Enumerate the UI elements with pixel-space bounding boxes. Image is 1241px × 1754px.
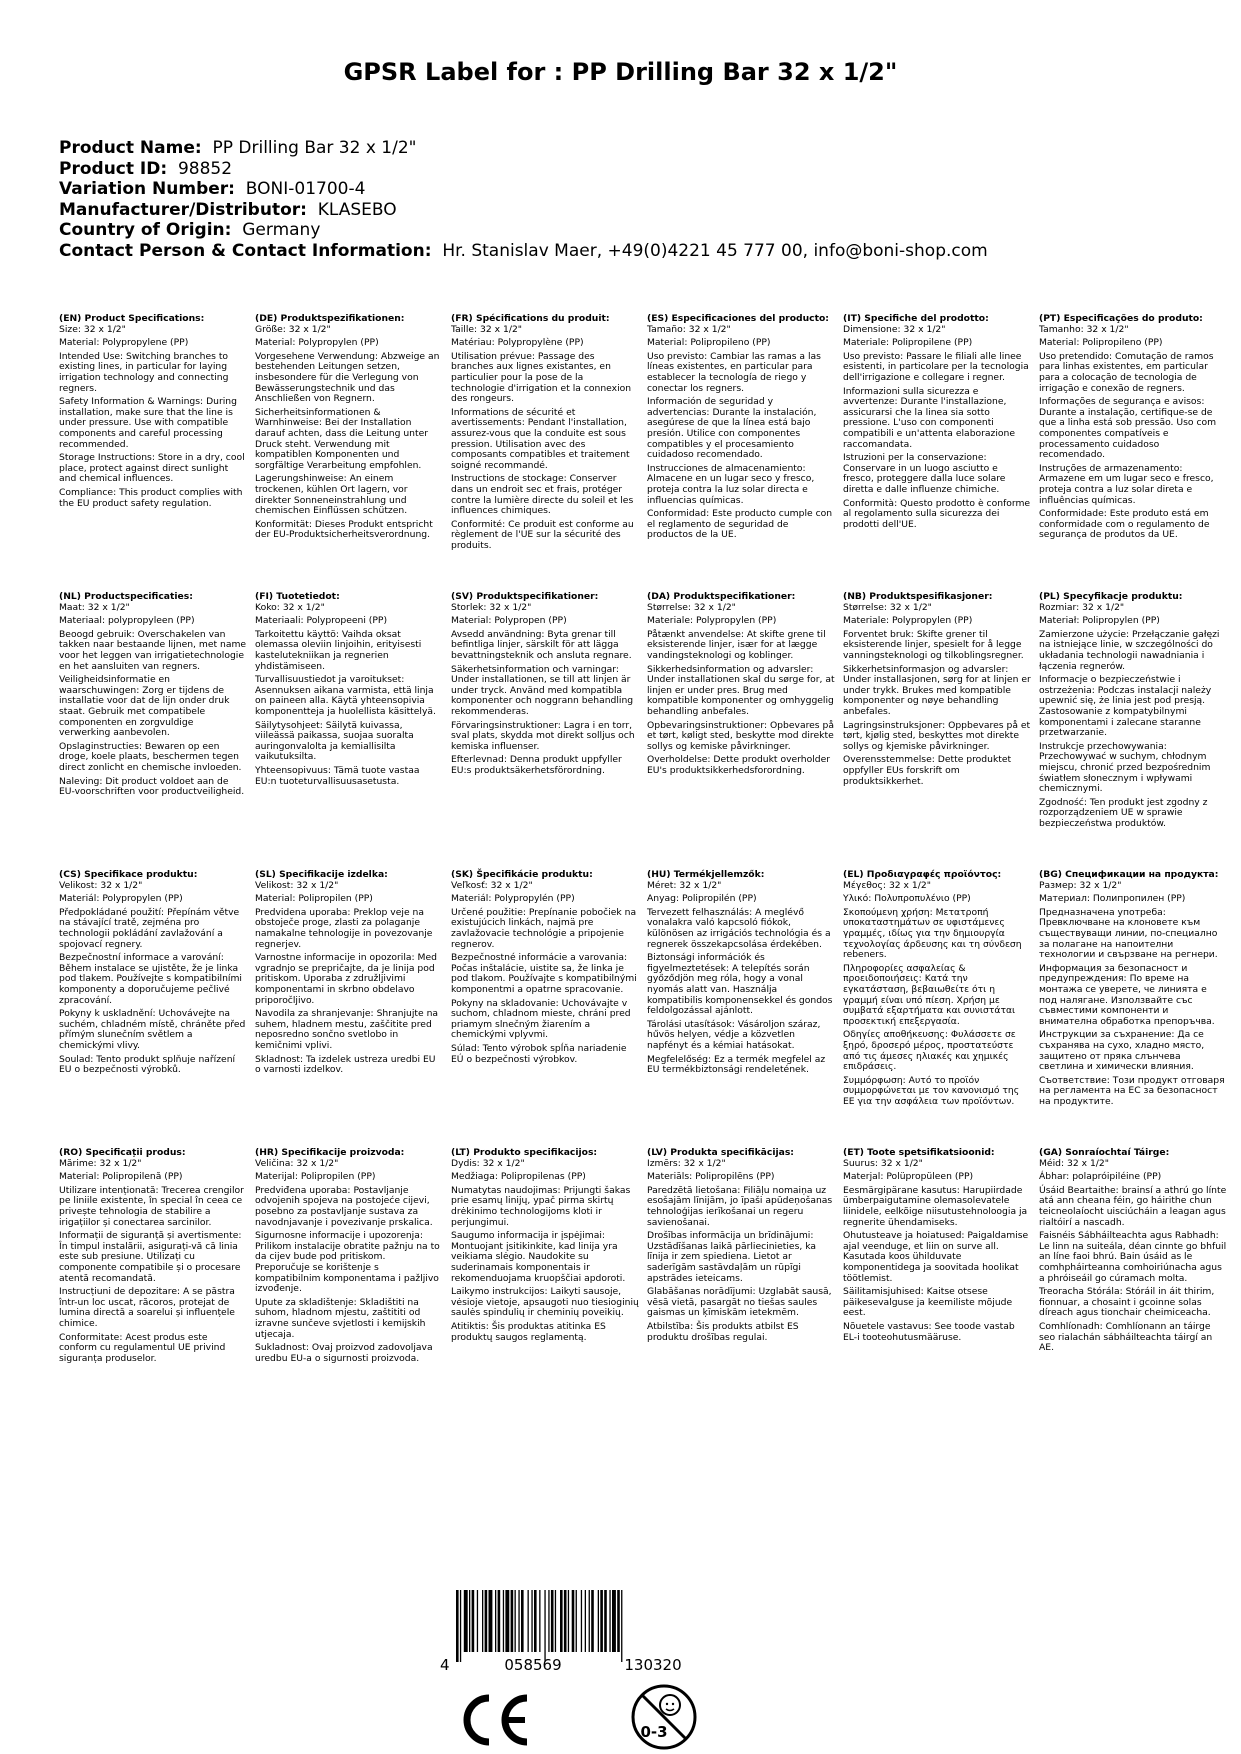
spec-line: Påtænkt anvendelse: At skifte grene til eksisterende linjer, især for at lægge vandingsteknologi og koblinger. (647, 628, 826, 661)
spec-size: Maat: 32 x 1/2" (59, 601, 130, 613)
spec-line: Conformità: Questo prodotto è conforme al regolamento sulla sicurezza dei prodotti dell'UE. (843, 497, 1031, 530)
barcode-bar (568, 1590, 569, 1652)
spec-line: Информация за безопасност и предупреждения: По време на монтажа се уверете, че линията е под налягане. Използвайте със съвместими компоненти и внимателна обработка препоръчва. (1039, 962, 1215, 1027)
spec-line: Material: Polypropylene (PP) (59, 337, 189, 349)
info-label: Country of Origin: (59, 220, 232, 240)
barcode-bar (585, 1590, 586, 1652)
spec-heading: (FR) Spécifications du produit: (451, 313, 610, 324)
spec-line: Conformité: Ce produit est conforme au règlement de l'UE sur la sécurité des produits. (451, 518, 634, 551)
spec-heading: (IT) Specifiche del prodotto: (843, 313, 989, 324)
spec-block (843, 870, 1031, 1107)
barcode-bar (498, 1590, 501, 1652)
spec-line: Matériau: Polypropylène (PP) (451, 337, 584, 349)
spec-size: Veľkosť: 32 x 1/2" (451, 879, 533, 891)
barcode-bar (581, 1590, 582, 1652)
spec-block (451, 1148, 639, 1343)
spec-line: Materiaali: Polypropeeni (PP) (255, 615, 388, 627)
page-title: GPSR Label for : PP Drilling Bar 32 x 1/2" (343, 58, 898, 86)
spec-line: Avsedd användning: Byta grenar till befintliga linjer, särskilt för att lägga bevattningsteknik och ansluta regnare. (451, 628, 632, 661)
info-row (59, 241, 1199, 262)
spec-heading: (EN) Product Specifications: (59, 313, 205, 324)
spec-block (843, 1148, 1031, 1343)
spec-line: Uso pretendido: Comutação de ramos para linhas existentes, em particular para a colocação de tecnologia de irrigação e conexão de regners. (1039, 350, 1214, 394)
spec-line: Safety Information & Warnings: During installation, make sure that the line is under pressure. Use with compatible components and careful processing recommended. (59, 396, 237, 450)
spec-line: Laikymo instrukcijos: Laikyti sausoje, vėsioje vietoje, apsaugoti nuo tiesioginių saulės spindulių ir cheminių poveikių. (451, 1286, 639, 1319)
spec-line: Paredzētā lietošana: Filiāļu nomaiņa uz esošajām līnijām, jo īpaši apūdeņošanas tehnoloģijas ierīkošanai un regeru savienošanai. (647, 1184, 833, 1228)
barcode-bar (548, 1590, 549, 1652)
spec-line: Navodila za shranjevanje: Shranjujte na suhem, hladnem mestu, zaščitite pred neposredno sončno svetlobo in kemičnimi vplivi. (255, 1008, 439, 1051)
spec-line: Sikkerhetsinformasjon og advarsler: Under installasjonen, sørg for at linjen er under trykk. Brukes med kompatible komponenter og nøye behandling anbefales. (843, 663, 1031, 717)
spec-line: Förvaringsinstruktioner: Lagra i en torr, sval plats, skydda mot direkt solljus och kemiska influenser. (451, 719, 635, 752)
spec-line: Drošības informācija un brīdinājumi: Uzstādīšanas laikā pārliecinieties, ka līnija ir zem spiediena. Lietot ar saderīgām sastāvdaļām un rūpīgi apstrādes ieteicams. (647, 1230, 816, 1284)
barcode-bars (456, 1590, 622, 1662)
spec-line: Σκοπούμενη χρήση: Μετατροπή υποκαταστημάτων σε υφιστάμενες γραμμές, ιδίως για την δημιουργία τεχνολογίας άρδευσης και τη σύνδεση rebeners. (843, 906, 1022, 961)
spec-line: Forventet bruk: Skifte grener til eksisterende linjer, spesielt for å legge vanningsteknologi og tilkoblingsregner. (843, 628, 1024, 661)
spec-size: Koko: 32 x 1/2" (255, 601, 325, 613)
barcode-bar (511, 1590, 514, 1652)
spec-line: Informacje o bezpieczeństwie i ostrzeżenia: Podczas instalacji należy upewnić się, że linia jest pod presją. Zastosowanie z kompatybilnymi komponentami i zalecane staranne przetwarzanie. (1039, 674, 1212, 739)
spec-block (451, 592, 639, 777)
barcode-bar (544, 1590, 545, 1662)
barcode-bar (505, 1590, 509, 1652)
spec-line: Predvidena uporaba: Preklop veje na obstoječe proge, zlasti za polaganje namakalne tehnologije in povezovanje regnerjev. (255, 906, 433, 950)
spec-line: Biztonsági információk és figyelmeztetések: A telepítés során győződjön meg róla, hogy a vonal nyomás alatt van. Használja kompatibilis komponensekkel és gondos feldolgozással ajánlott. (647, 952, 833, 1017)
ce-mark-icon (455, 1690, 535, 1750)
spec-heading: (FI) Tuotetiedot: (255, 591, 340, 602)
spec-line: Material: Polipropileno (PP) (647, 337, 771, 349)
spec-line: Materiāls: Polipropilēns (PP) (647, 1171, 775, 1183)
spec-line: Overensstemmelse: Dette produktet oppfyller EUs forskrift om produktsikkerhet. (843, 754, 1012, 787)
info-label: Product ID: (59, 158, 168, 179)
spec-line: Predviđena uporaba: Postavljanje odvojenih spojeva na postojeće cijevi, posebno za postavljanje sustava za navodnjavanje i povezivanje prskalica. (255, 1184, 433, 1228)
spec-block (1039, 314, 1227, 541)
spec-heading: (BG) Спецификации на продукта: (1039, 869, 1219, 880)
product-info (59, 138, 1199, 261)
spec-heading: (LT) Produkto specifikacijos: (451, 1147, 598, 1158)
spec-block (451, 870, 639, 1065)
spec-line: Comhlíonadh: Comhlíonann an táirge seo rialachán sábháilteachta táirgí an AE. (1039, 1320, 1213, 1354)
spec-line: Glabāšanas norādījumi: Uzglabāt sausā, vēsā vietā, pasargāt no tiešas saules gaismas un ķīmiskām ietekmēm. (647, 1286, 832, 1319)
spec-line: Instrucțiuni de depozitare: A se păstra într-un loc uscat, răcoros, protejat de lumina directă a soarelui și influențele chimice. (59, 1286, 235, 1329)
spec-line: Bezpečnostné informácie a varovania: Počas inštalácie, uistite sa, že linka je pod tlakom. Používajte s kompatibilnými komponentmi a opatrne spracovanie. (451, 952, 637, 995)
spec-block (647, 314, 835, 541)
spec-block (1039, 870, 1227, 1107)
info-label: Product Name: (59, 138, 202, 158)
spec-line: Opslaginstructies: Bewaren op een droge, koele plaats, beschermen tegen direct zonlicht en chemische invloeden. (59, 740, 242, 773)
spec-block (451, 314, 639, 551)
spec-line: Treoracha Stórála: Stóráil in áit thirim, fionnuar, a chosaint i gcoinne solas díreach agus tionchair cheimiceacha. (1039, 1286, 1215, 1319)
barcode-bar (589, 1590, 590, 1652)
barcode-bar (609, 1590, 610, 1652)
spec-line: Informazioni sulla sicurezza e avvertenze: Durante l'installazione, assicurarsi che la linea sia sotto pressione. L'uso con componenti compatibili e un'attenta elaborazione raccomandata. (843, 385, 1016, 450)
spec-line: Vorgesehene Verwendung: Abzweige an bestehenden Leitungen setzen, insbesondere für die Verlegung von Bewässerungstechnik und das Anschließen von Regnern. (255, 350, 440, 405)
spec-block (255, 592, 443, 787)
barcode-bar (560, 1590, 563, 1652)
spec-line: Veiligheidsinformatie en waarschuwingen: Zorg er tijdens de installatie voor dat de lijn onder druk staat. Gebruik met compatibele componenten en zorgvuldige verwerking aanbevolen. (59, 674, 230, 739)
spec-heading: (HU) Termékjellemzők: (647, 869, 765, 880)
spec-line: Zamierzone użycie: Przełączanie gałęzi na istniejące linie, w szczególności do układania technologii nawadniania i łączenia regnerów. (1039, 628, 1220, 672)
spec-heading: (LV) Produkta specifikācijas: (647, 1147, 794, 1158)
spec-line: Uso previsto: Cambiar las ramas a las líneas existentes, en particular para establecer la tecnología de riego y conectar los regners. (647, 350, 821, 394)
spec-size: Dydis: 32 x 1/2" (451, 1157, 525, 1169)
barcode-bar (555, 1590, 556, 1652)
spec-line: Lagringsinstruksjoner: Oppbevares på et tørt, kjølig sted, beskyttes mot direkte sollys og kjemiske påvirkninger. (843, 719, 1031, 752)
spec-line: Material: Polypropen (PP) (451, 615, 567, 627)
spec-line: Faisnéis Sábháilteachta agus Rabhadh: Le linn na suiteála, déan cinnte go bhfuil an líne faoi bhrú. Bain úsáid as le comhpháirteanna comhoiriúnacha agus a phróiseáil go cúramach molta. (1039, 1230, 1227, 1284)
info-row (59, 200, 1199, 221)
spec-size: Size: 32 x 1/2" (59, 323, 126, 335)
spec-line: Materiál: Polypropylen (PP) (59, 893, 183, 905)
spec-line: Nõuetele vastavus: See toode vastab EL-i tooteohutusmääruse. (843, 1320, 1015, 1343)
spec-heading: (DE) Produktspezifikationen: (255, 313, 405, 324)
spec-size: Tamaño: 32 x 1/2" (647, 323, 731, 335)
spec-block (647, 592, 835, 777)
spec-block (843, 314, 1031, 530)
spec-line: Anyag: Polipropilén (PP) (647, 893, 757, 905)
barcode-bar (521, 1590, 524, 1652)
spec-heading: (PL) Specyfikacje produktu: (1039, 591, 1183, 602)
spec-heading: (CS) Specifikace produktu: (59, 869, 198, 880)
spec-size: Méid: 32 x 1/2" (1039, 1157, 1109, 1169)
spec-size: Mărime: 32 x 1/2" (59, 1157, 142, 1169)
spec-block (59, 314, 247, 509)
spec-line: Eesmärgipärane kasutus: Harupiirdade ümberpaigutamine olemasolevatele liinidele, eelkõige niisutustehnoloogia ja regnerite ühendamiseks. (843, 1184, 1028, 1228)
spec-heading: (GA) Sonraíochtaí Táirge: (1039, 1147, 1170, 1158)
info-value: Hr. Stanislav Maer, +49(0)4221 45 777 00, info@boni-shop.com (442, 240, 988, 261)
spec-heading: (RO) Specificații produs: (59, 1147, 186, 1158)
barcode-bar (534, 1590, 537, 1652)
spec-line: Informații de siguranță și avertismente: În timpul instalării, asigurați-vă că linia este sub presiune. Utilizați cu componente compatibile și o procesare atentă recomandată. (59, 1230, 242, 1284)
spec-line: Zgodność: Ten produkt jest zgodny z rozporządzeniem UE w sprawie bezpieczeństwa produktów. (1039, 796, 1208, 829)
spec-block (647, 870, 835, 1076)
barcode-bar (528, 1590, 529, 1652)
barcode-bar (477, 1590, 478, 1652)
info-value: PP Drilling Bar 32 x 1/2" (212, 138, 417, 158)
spec-line: Atbilstība: Šis produkts atbilst ES produktu drošības regulai. (647, 1320, 799, 1343)
barcode-bar (489, 1590, 493, 1652)
spec-line: Material: Polypropylen (PP) (255, 337, 379, 349)
spec-size: Dimensione: 32 x 1/2" (843, 323, 946, 335)
spec-line: Предназначена употреба: Превключване на клоновете към съществуващи линии, по-специално за полагане на напоителни технологии и свързване на регнери. (1039, 906, 1218, 961)
spec-line: Soulad: Tento produkt splňuje nařízení EU o bezpečnosti výrobků. (59, 1053, 236, 1076)
spec-line: Úsáid Beartaithe: brainsí a athrú go línte atá ann cheana féin, go háirithe chun teicneolaíocht uisciúcháin a leagan agus rialtóirí a nascadh. (1039, 1184, 1227, 1228)
spec-block (255, 314, 443, 541)
info-value: Germany (242, 220, 321, 240)
info-row (59, 220, 1199, 241)
spec-block (59, 592, 247, 798)
spec-heading: (ES) Especificaciones del producto: (647, 313, 829, 324)
spec-heading: (NB) Produktspesifikasjoner: (843, 591, 993, 602)
spec-heading: (PT) Especificações do produto: (1039, 313, 1203, 324)
barcode-bar (621, 1590, 622, 1662)
spec-line: Medžiaga: Polipropilenas (PP) (451, 1171, 586, 1183)
barcode-bar (485, 1590, 488, 1652)
spec-line: Materiál: Polypropylén (PP) (451, 893, 575, 905)
spec-line: Säilitamisjuhised: Kaitse otsese päikesevalguse ja keemiliste mõjude eest. (843, 1286, 1013, 1319)
barcode-bar (495, 1590, 496, 1652)
spec-line: Saugumo informacija ir įspėjimai: Montuojant įsitikinkite, kad linija yra veikiama slėgio. Naudokite su suderinamais komponentais ir rekomenduojama kruopščiai apdoroti. (451, 1230, 626, 1284)
barcode-bar (564, 1590, 567, 1652)
info-row (59, 159, 1199, 180)
spec-size: Größe: 32 x 1/2" (255, 323, 331, 335)
spec-line: Skladnost: Ta izdelek ustreza uredbi EU o varnosti izdelkov. (255, 1053, 436, 1076)
barcode-bar (460, 1590, 461, 1662)
spec-line: Určené použitie: Prepínanie pobočiek na existujúcich linkách, najmä pre zavlažovacie technológie a pripojenie regnerov. (451, 906, 637, 950)
spec-line: Conformidad: Este producto cumple con el reglamento de seguridad de productos de la UE. (647, 508, 833, 541)
barcode-bar (518, 1590, 519, 1652)
barcode-bar (598, 1590, 599, 1652)
spec-line: Materiale: Polypropylen (PP) (647, 615, 777, 627)
info-label: Variation Number: (59, 179, 235, 199)
spec-block (1039, 592, 1227, 829)
barcode-bar (539, 1590, 540, 1652)
spec-size: Размер: 32 x 1/2" (1039, 879, 1122, 891)
spec-line: Konformität: Dieses Produkt entspricht der EU-Produktsicherheitsverordnung. (255, 518, 433, 541)
barcode-bar (576, 1590, 577, 1652)
age-label: 0-3 (640, 1723, 668, 1741)
barcode-bar (612, 1590, 616, 1652)
spec-size: Izmērs: 32 x 1/2" (647, 1157, 726, 1169)
spec-size: Tamanho: 32 x 1/2" (1039, 323, 1129, 335)
spec-line: Tervezett felhasználás: A meglévő vonalakra való kapcsoló fiókok, különösen az irrigációs technológia és a regnerek összekapcsolása érdekében. (647, 906, 831, 950)
spec-line: Turvallisuustiedot ja varoitukset: Asennuksen aikana varmista, että linja on paineen alla. Käytä yhteensopivia komponentteja ja huolellista käsittelyä. (255, 674, 436, 717)
spec-line: Инструкции за съхранение: Да се съхранява на сухо, хладно място, защитено от пряка слънчева светлина и химически влияния. (1039, 1029, 1205, 1073)
spec-line: Pokyny na skladovanie: Uchovávajte v suchom, chladnom mieste, chráni pred priamym slnečným žiarením a chemickými vplyvmi. (451, 997, 631, 1041)
spec-heading: (ET) Toote spetsifikatsioonid: (843, 1147, 995, 1158)
spec-line: Efterlevnad: Denna produkt uppfyller EU:s produktsäkerhetsförordning. (451, 754, 622, 776)
spec-line: Materiale: Polypropylen (PP) (843, 615, 973, 627)
barcode-group-left: 058569 (504, 1656, 562, 1674)
spec-line: Instructions de stockage: Conserver dans un endroit sec et frais, protéger contre la lumière directe du soleil et les influences chimiques. (451, 473, 634, 517)
spec-line: Πληροφορίες ασφαλείας & προειδοποιήσεις: Κατά την εγκατάσταση, βεβαιωθείτε ότι η γραμμή είναι υπό πίεση. Χρήση με συμβατά εξαρτήματα και συνιστάται προσεκτική επεξεργασία. (843, 962, 1016, 1027)
spec-line: Varnostne informacije in opozorila: Med vgradnjo se prepričajte, da je linija pod pritiskom. Uporaba z združljivimi komponentami in skrbno obdelavo priporočljivo. (255, 952, 437, 1006)
barcode-bar (482, 1590, 483, 1652)
spec-line: Conformitate: Acest produs este conform cu regulamentul UE privind siguranța produselor. (59, 1331, 226, 1364)
barcode-digit-left: 4 (440, 1656, 450, 1674)
spec-size: Suurus: 32 x 1/2" (843, 1157, 923, 1169)
spec-heading: (SL) Specifikacije izdelka: (255, 869, 388, 880)
spec-line: Opbevaringsinstruktioner: Opbevares på et tørt, køligt sted, beskytte mod direkte sollys og kemiske påvirkninger. (647, 719, 834, 752)
spec-block (1039, 1148, 1227, 1354)
spec-line: Upute za skladištenje: Skladištiti na suhom, hladnom mjestu, zaštititi od izravne sunčeve svjetlosti i kemijskih utjecaja. (255, 1296, 426, 1340)
spec-size: Størrelse: 32 x 1/2" (647, 601, 736, 613)
spec-heading: (EL) Προδιαγραφές προϊόντος: (843, 869, 1002, 880)
not-for-children-0-3-icon (630, 1683, 698, 1751)
spec-line: Material: Polipropileno (PP) (1039, 337, 1163, 349)
barcode-bar (472, 1590, 475, 1652)
spec-line: Storage Instructions: Store in a dry, cool place, protect against direct sunlight and chemical influences. (59, 452, 245, 485)
spec-heading: (HR) Specifikacije proizvoda: (255, 1147, 405, 1158)
barcode-bar (617, 1590, 620, 1652)
barcode-bar (531, 1590, 532, 1652)
spec-size: Veličina: 32 x 1/2" (255, 1157, 339, 1169)
spec-heading: (NL) Productspecificaties: (59, 591, 193, 602)
spec-line: Súlad: Tento výrobok spĺňa nariadenie EÚ o bezpečnosti výrobkov. (451, 1042, 627, 1065)
spec-line: Istruzioni per la conservazione: Conservare in un luogo asciutto e fresco, proteggere dalla luce solare diretta e dalle influenze chimiche. (843, 452, 1006, 495)
info-value: BONI-01700-4 (245, 179, 366, 199)
info-row (59, 138, 1199, 159)
barcode-bar (604, 1590, 607, 1652)
spec-size: Méret: 32 x 1/2" (647, 879, 722, 891)
barcode-bar (469, 1590, 470, 1652)
spec-block (647, 1148, 835, 1343)
spec-line: Συμμόρφωση: Αυτό το προϊόν συμμορφώνεται με τον κανονισμό της ΕΕ για την ασφάλεια των προϊόντων. (843, 1074, 1020, 1107)
spec-line: Materiale: Polipropilene (PP) (843, 337, 973, 349)
spec-line: Materiaal: polypropyleen (PP) (59, 615, 195, 627)
barcode-bar (600, 1590, 603, 1652)
barcode-bar (456, 1590, 459, 1662)
spec-line: Material: Polipropilen (PP) (255, 893, 373, 905)
barcode-bar (572, 1590, 575, 1652)
spec-block (59, 870, 247, 1076)
spec-size: Taille: 32 x 1/2" (451, 323, 523, 335)
spec-line: Tarkoitettu käyttö: Vaihda oksat olemassa oleviin linjoihin, erityisesti kastelutekniikan ja regnerien yhdistämiseen. (255, 628, 422, 672)
spec-line: Informations de sécurité et avertissements: Pendant l'installation, assurez-vous que la conduite est sous pression. Utilisation avec des composants compatibles et traitement soigné recommandé. (451, 406, 630, 471)
spec-line: Předpokládané použití: Přepínám větve na stávající tratě, zejména pro technologii pokládání zavlažování a spojovací regnery. (59, 906, 240, 950)
spec-line: Sukladnost: Ovaj proizvod zadovoljava uredbu EU-a o sigurnosti proizvoda. (255, 1342, 433, 1364)
spec-line: Materjal: Polüpropüleen (PP) (843, 1171, 974, 1183)
info-value: KLASEBO (317, 199, 397, 220)
spec-line: Utilisation prévue: Passage des branches aux lignes existantes, en particulier pour la pose de la technologie d'irrigation et la connexion des rongeurs. (451, 350, 632, 405)
spec-line: Съответствие: Този продукт отговаря на регламента на ЕС за безопасност на продуктите. (1039, 1074, 1225, 1107)
spec-line: Säilytysohjeet: Säilytä kuivassa, viileässä paikassa, suojaa suoralta auringonvalolta ja kemiallisilta vaikutuksilta. (255, 719, 414, 763)
spec-size: Storlek: 32 x 1/2" (451, 601, 532, 613)
barcode-bar (503, 1590, 504, 1652)
spec-line: Naleving: Dit product voldoet aan de EU-voorschriften voor productveiligheid. (59, 775, 245, 798)
spec-block (843, 592, 1031, 787)
spec-line: Conformidade: Este produto está em conformidade com o regulamento de segurança de produtos da UE. (1039, 508, 1210, 541)
spec-line: Informações de segurança e avisos: Durante a instalação, certifique-se de que a linha está sob pressão. Uso com componentes compatíveis e processamento cuidadoso recomendado. (1039, 396, 1217, 461)
info-row (59, 179, 1199, 200)
info-label: Contact Person & Contact Information: (59, 240, 432, 261)
spec-line: Sicherheitsinformationen & Warnhinweise: Bei der Installation darauf achten, dass die Leitung unter Druck steht. Verwendung mit kompatiblen Komponenten und sorgfältige Verarbeitung empfohlen. (255, 406, 429, 471)
spec-line: Ohutusteave ja hoiatused: Paigaldamise ajal veenduge, et liin on surve all. Kasutada koos ühilduvate komponentidega ja soovitada hoolikat töötlemist. (843, 1230, 1029, 1284)
spec-heading: (DA) Produktspecifikationer: (647, 591, 796, 602)
spec-size: Velikost: 32 x 1/2" (255, 879, 339, 891)
spec-line: Instruções de armazenamento: Armazene em um lugar seco e fresco, proteja contra a luz solar direta e influências químicas. (1039, 462, 1214, 506)
spec-line: Numatytas naudojimas: Prijungti šakas prie esamų linijų, ypač pirma skirtų drėkinimo technologijoms kloti ir perjungimui. (451, 1184, 631, 1228)
barcode-bar (515, 1590, 516, 1652)
spec-line: Instrukcje przechowywania: Przechowywać w suchym, chłodnym miejscu, chronić przed bezpośrednim światłem słonecznym i wpływami chemicznymi. (1039, 740, 1211, 795)
barcode-bar (591, 1590, 594, 1652)
spec-line: Materiał: Polipropylen (PP) (1039, 615, 1160, 627)
spec-line: Lagerungshinweise: An einem trockenen, kühlen Ort lagern, vor direkter Sonneneinstrahlung und chemischen Einflüssen schützen. (255, 473, 408, 517)
barcode-bar (551, 1590, 554, 1652)
spec-line: Información de seguridad y advertencias: Durante la instalación, asegúrese de que la línea está bajo presión. Utilice con componentes compatibles y el procesamiento cuidadoso recomendado. (647, 396, 817, 461)
barcode (438, 1590, 738, 1675)
spec-block (59, 1148, 247, 1364)
spec-line: Yhteensopivuus: Tämä tuote vastaa EU:n tuoteturvallisuusasetusta. (255, 764, 420, 787)
spec-line: Atitiktis: Šis produktas atitinka ES produktų saugos reglamentą. (451, 1320, 606, 1343)
spec-line: Pokyny k uskladnění: Uchovávejte na suchém, chladném místě, chráněte před přímým slunečním světlem a chemickými vlivy. (59, 1008, 246, 1051)
info-label: Manufacturer/Distributor: (59, 199, 307, 220)
barcode-group-right: 130320 (624, 1656, 682, 1674)
spec-size: Velikost: 32 x 1/2" (59, 879, 143, 891)
spec-size: Μέγεθος: 32 x 1/2" (843, 879, 931, 891)
info-value: 98852 (177, 158, 233, 179)
spec-heading: (SK) Špecifikácie produktu: (451, 869, 593, 880)
spec-line: Säkerhetsinformation och varningar: Under installationen, se till att linjen är under tryck. Använd med kompatibla komponenter och noggrann behandling rekommenderas. (451, 663, 634, 717)
spec-heading: (SV) Produktspecifikationer: (451, 591, 599, 602)
spec-line: Sikkerhedsinformation og advarsler: Under installationen skal du sørge for, at linjen er under pres. Brug med kompatible komponenter og omhyggelig behandling anbefales. (647, 663, 835, 717)
spec-size: Rozmiar: 32 x 1/2" (1039, 601, 1125, 613)
spec-line: Ábhar: polapróipiléine (PP) (1039, 1171, 1162, 1183)
spec-line: Megfelelőség: Ez a termék megfelel az EU termékbiztonsági rendeletének. (647, 1053, 826, 1076)
spec-line: Uso previsto: Passare le filiali alle linee esistenti, in particolare per la tecnologia dell'irrigazione e collegare i regner. (843, 350, 1029, 383)
spec-line: Beoogd gebruik: Overschakelen van takken naar bestaande lijnen, met name voor het leggen van irrigatietechnologie en het aansluiten van regners. (59, 628, 247, 672)
spec-size: Størrelse: 32 x 1/2" (843, 601, 932, 613)
spec-line: Compliance: This product complies with the EU product safety regulation. (59, 486, 243, 509)
spec-block (255, 870, 443, 1076)
spec-line: Material: Polipropilenă (PP) (59, 1171, 183, 1183)
barcode-bar (464, 1590, 468, 1652)
spec-block (255, 1148, 443, 1364)
spec-line: Tárolási utasítások: Vásároljon száraz, hűvös helyen, védje a közvetlen napfényt és a kémiai hatásokat. (647, 1018, 821, 1051)
spec-line: Materijal: Polipropilen (PP) (255, 1171, 376, 1183)
spec-line: Utilizare intenționată: Trecerea crengilor pe liniile existente, în special în ceea ce privește tehnologia de stabilire a irigațiilor și conectarea sarcinilor. (59, 1184, 244, 1228)
spec-line: Sigurnosne informacije i upozorenja: Prilikom instalacije obratite pažnju na to da cijev bude pod pritiskom. Preporučuje se korištenje s kompatibilnim komponentama i pažljivo izvođenje. (255, 1230, 440, 1295)
spec-line: Bezpečnostní informace a varování: Během instalace se ujistěte, že je linka pod tlakem. Používejte s kompatibilními komponenty a doporučujeme pečlivé zpracování. (59, 952, 242, 1006)
spec-line: Overholdelse: Dette produkt overholder EU's produktsikkerhedsforordning. (647, 754, 831, 776)
spec-line: Материал: Полипропилен (PP) (1039, 893, 1186, 905)
spec-line: Intended Use: Switching branches to existing lines, in particular for laying irrigation technology and connecting regners. (59, 350, 229, 394)
spec-line: Υλικό: Πολυπροπυλένιο (PP) (843, 893, 971, 905)
spec-line: Instrucciones de almacenamiento: Almacene en un lugar seco y fresco, proteja contra la luz solar directa e influencias químicas. (647, 462, 815, 506)
spec-line: Οδηγίες αποθήκευσης: Φυλάσσετε σε ξηρό, δροσερό μέρος, προστατεύστε από τις άμεσες ηλιακές και χημικές επιδράσεις. (843, 1029, 1016, 1073)
